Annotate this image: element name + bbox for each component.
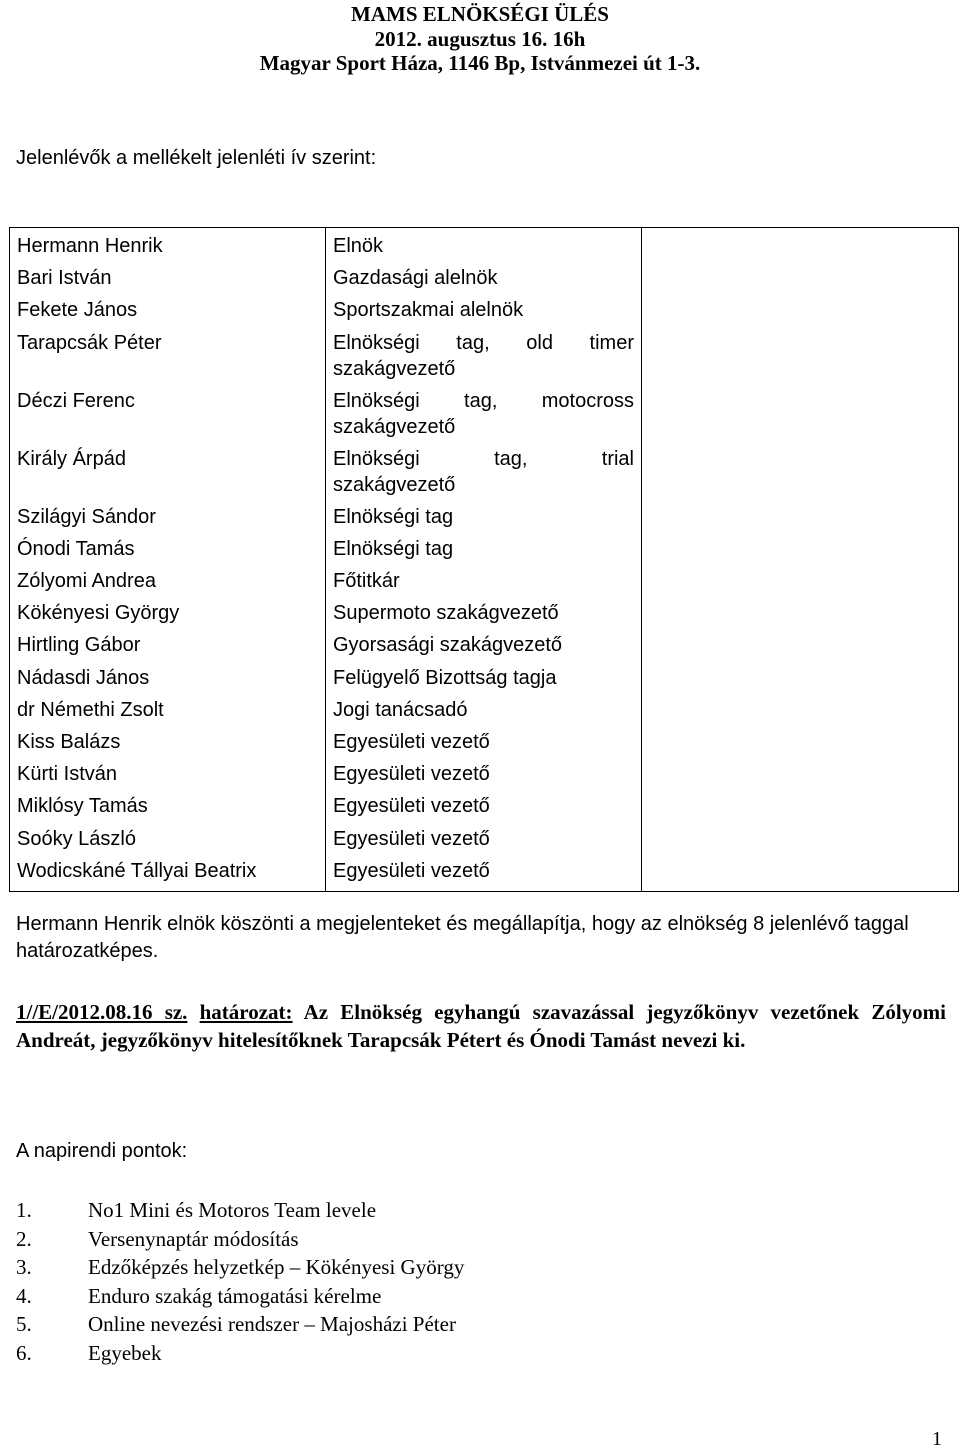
attendee-name: Bari István [17,267,112,290]
agenda-item-text: Versenynaptár módosítás [88,1226,299,1251]
attendee-role-line1: Elnökségi tag, motocross [333,389,634,412]
agenda-item [16,1253,464,1282]
attendee-role: Elnökségi tag [333,537,454,560]
attendee-name: Hirtling Gábor [17,634,141,657]
attendee-role: Egyesületi vezető [333,859,490,882]
attendee-role: Elnök [333,235,384,257]
attendee-role: Gazdasági alelnök [333,267,498,290]
agenda-item [16,1310,464,1339]
attendee-role-line2: szakágvezető [333,415,456,438]
attendee-role [333,385,634,443]
agenda-item [16,1282,464,1311]
attendee-role-line1: Elnökségi tag, trial [333,447,634,470]
agenda-item [16,1196,464,1225]
attendee-name: Déczi Ferenc [17,389,135,412]
attendee-name: Király Árpád [17,447,126,470]
agenda-item-text: Egyebek [88,1340,162,1365]
attendee-name: Kökényesi György [17,602,180,625]
agenda-item-number: 4. [16,1283,32,1308]
agenda-item-number: 6. [16,1340,32,1365]
attendee-name: Kiss Balázs [17,731,121,754]
attendee-name: dr Némethi Zsolt [17,698,164,721]
attendee-role: Főtitkár [333,570,400,593]
names-column [10,228,326,892]
attendance-intro: Jelenlévők a mellékelt jelenléti ív szerint: [16,147,377,169]
attendee-name: Soóky László [17,827,136,850]
attendee-role-line2: szakágvezető [333,357,456,380]
page-number: 1 [932,1428,942,1450]
attendee-name: Nádasdi János [17,666,150,689]
agenda-item-text: Enduro szakág támogatási kérelme [88,1283,382,1308]
agenda-item-number: 1. [16,1198,32,1222]
decision-number: 1//E/2012.08.16 sz. [16,1000,188,1024]
attendee-role: Jogi tanácsadó [333,698,468,721]
meeting-location: Magyar Sport Háza, 1146 Bp, Istvánmezei út 1-3. [259,51,701,75]
agenda-item-text: Edzőképzés helyzetkép – Kökényesi György [88,1255,465,1279]
meeting-date: 2012. augusztus 16. 16h [374,26,586,51]
attendee-role: Egyesületi vezető [333,731,490,754]
attendee-role [333,327,634,385]
attendee-name: Kürti István [17,763,118,786]
agenda-title: A napirendi pontok: [16,1140,188,1162]
attendee-role: Egyesületi vezető [333,795,490,818]
agenda-item-number: 5. [16,1312,32,1336]
decision-label: határozat: [199,1000,293,1024]
attendee-role: Elnökségi tag [333,505,454,528]
roles-column [326,228,642,892]
attendee-name: Fekete János [17,299,138,322]
welcome-paragraph: Hermann Henrik elnök köszönti a megjelenteket és megállapítja, hogy az elnökség 8 jelenlévő taggal határozatképes. [16,913,909,962]
document-header [0,2,960,76]
attendee-name: Hermann Henrik [17,235,163,257]
attendee-name: Zólyomi Andrea [17,570,156,593]
attendee-name: Ónodi Tamás [17,537,135,560]
attendee-name: Miklósy Tamás [17,795,148,818]
attendee-role: Felügyelő Bizottság tagja [333,666,557,689]
agenda-item-text: Online nevezési rendszer – Majosházi Péter [88,1312,456,1336]
attendance-table [9,227,959,892]
attendee-role-line2: szakágvezető [333,473,456,496]
attendee-name: Tarapcsák Péter [17,331,162,354]
attendee-role: Sportszakmai alelnök [333,299,524,322]
attendee-name: Szilágyi Sándor [17,505,156,528]
decision-text: Az Elnökség egyhangú szavazással jegyzőkönyv vezetőnek Zólyomi Andreát, jegyzőkönyv hitelesítőknek Tarapcsák Pétert és Ónodi Tamást nevezi ki. [16,1000,946,1052]
attendee-name: Wodicskáné Tállyai Beatrix [17,859,257,882]
attendee-role: Egyesületi vezető [333,827,490,850]
agenda-list [16,1196,464,1367]
attendee-role: Egyesületi vezető [333,763,490,786]
agenda-item-number: 2. [16,1226,32,1251]
attendee-role: Supermoto szakágvezető [333,602,559,625]
agenda-item [16,1339,464,1368]
attendee-role-line1: Elnökségi tag, old timer [333,331,634,354]
agenda-item [16,1225,464,1254]
empty-column [642,228,959,892]
document-title: MAMS ELNÖKSÉGI ÜLÉS [351,2,609,26]
decision-paragraph [16,999,946,1054]
agenda-item-number: 3. [16,1255,32,1279]
agenda-item-text: No1 Mini és Motoros Team levele [88,1198,377,1222]
attendee-role: Gyorsasági szakágvezető [333,634,563,657]
attendee-role [333,443,634,501]
